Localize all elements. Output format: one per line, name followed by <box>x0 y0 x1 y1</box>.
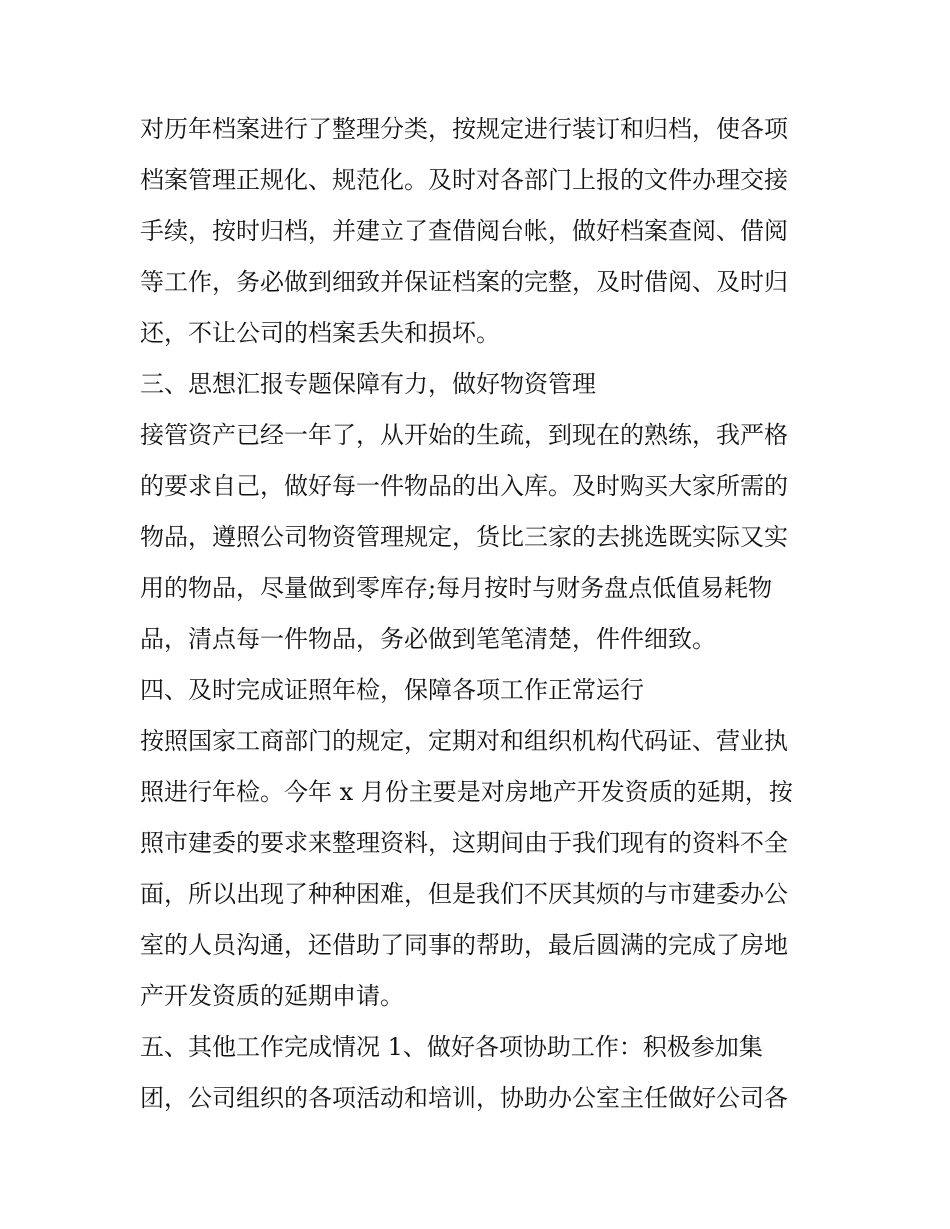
paragraph-line: 档案管理正规化、规范化。及时对各部门上报的文件办理交接 <box>140 166 788 194</box>
paragraph-line: 团，公司组织的各项活动和培训，协助办公室主任做好公司各 <box>140 1084 788 1112</box>
document-body <box>140 104 820 1124</box>
paragraph-line: 等工作，务必做到细致并保证档案的完整，及时借阅、及时归 <box>140 268 788 296</box>
paragraph-line: 面，所以出现了种种困难，但是我们不厌其烦的与市建委办公 <box>140 880 788 908</box>
paragraph-line: 手续，按时归档，并建立了查借阅台帐，做好档案查阅、借阅 <box>140 217 788 245</box>
paragraph-line: 按照国家工商部门的规定，定期对和组织机构代码证、营业执 <box>140 727 788 755</box>
paragraph-line: 照市建委的要求来整理资料，这期间由于我们现有的资料不全 <box>140 829 788 857</box>
paragraph-line: 的要求自己，做好每一件物品的出入库。及时购买大家所需的 <box>140 472 788 500</box>
paragraph-line: 用的物品，尽量做到零库存;每月按时与财务盘点低值易耗物 <box>140 574 773 602</box>
paragraph-line: 室的人员沟通，还借助了同事的帮助，最后圆满的完成了房地 <box>140 931 788 959</box>
paragraph-line: 接管资产已经一年了，从开始的生疏，到现在的熟练，我严格 <box>140 421 788 449</box>
paragraph-line: 产开发资质的延期申请。 <box>140 982 404 1010</box>
paragraph-line: 对历年档案进行了整理分类，按规定进行装订和归档，使各项 <box>140 115 788 143</box>
section-heading: 五、其他工作完成情况 1、做好各项协助工作：积极参加集 <box>140 1033 763 1061</box>
paragraph-line: 品，清点每一件物品，务必做到笔笔清楚，件件细致。 <box>140 625 716 653</box>
paragraph-line: 物品，遵照公司物资管理规定，货比三家的去挑选既实际又实 <box>140 523 788 551</box>
paragraph-line: 还，不让公司的档案丢失和损坏。 <box>140 319 500 347</box>
section-heading: 四、及时完成证照年检，保障各项工作正常运行 <box>140 676 644 704</box>
paragraph-line: 照进行年检。今年 x 月份主要是对房地产开发资质的延期，按 <box>140 778 793 806</box>
section-heading: 三、思想汇报专题保障有力，做好物资管理 <box>140 370 596 398</box>
